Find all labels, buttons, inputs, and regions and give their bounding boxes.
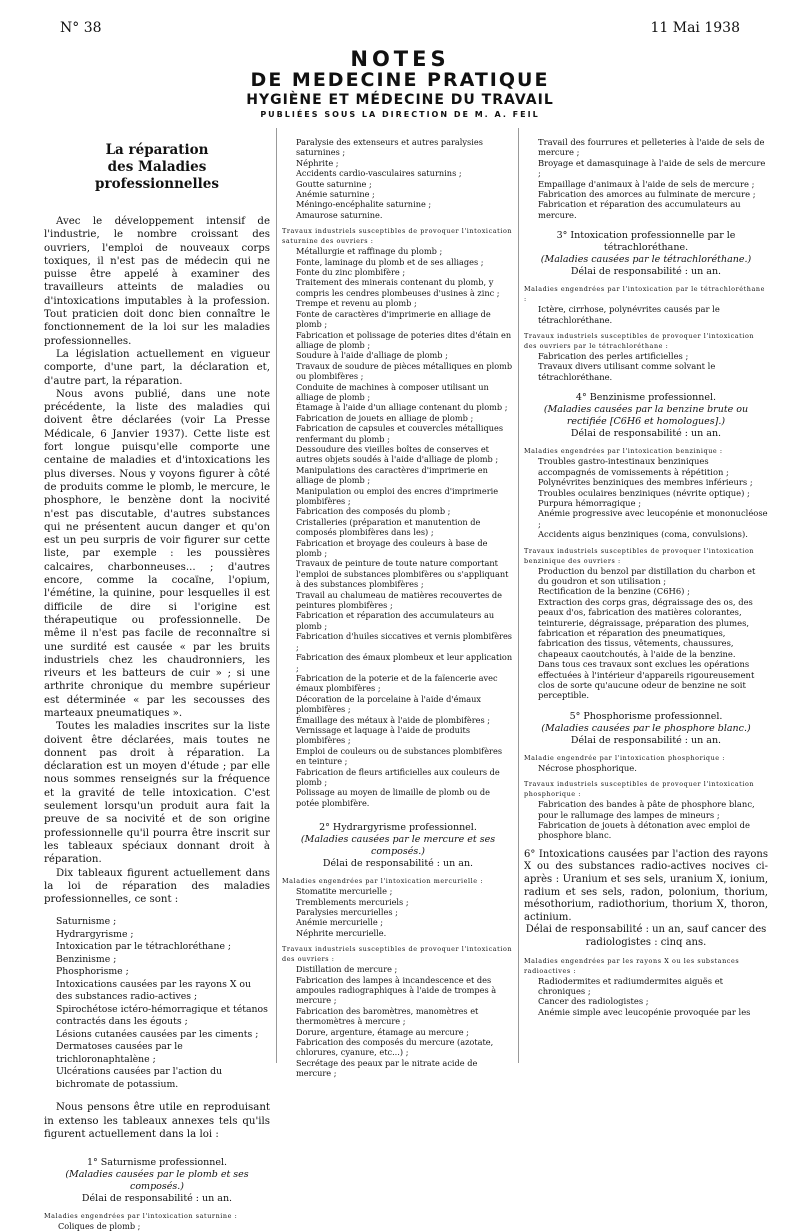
list-item: Méningo-encéphalite saturnine ; (296, 199, 432, 210)
list-item: Travaux de peinture de toute nature comportant l'emploi de substances plombifères ou s'appliquant à des substances plombifères ; (296, 558, 509, 590)
list-item: Paralysie des extenseurs et autres paralysies saturnines ; (296, 137, 483, 158)
paragraph: Avec le développement intensif de l'industrie, le nombre croissant des ouvriers, l'emploi de nouveaux corps toxiques, il n'est pas de médecin qui ne puisse être appelé à examiner des travailleurs atteints de maladies ou d'intoxications imputables à la profession. Tout praticien doit donc bien connaître le fonctionnement de la loi sur les maladies professionnelles. (44, 216, 270, 347)
list-item: Fabrication et réparation des accumulateurs au plomb ; (296, 610, 495, 631)
section-delay: Délai de responsabilité : un an. (322, 858, 474, 870)
list-item: Purpura hémorragique ; (538, 497, 642, 508)
item-list (524, 137, 768, 220)
column-rule-2 (518, 128, 519, 1063)
list-item: Goutte saturnine ; (296, 178, 372, 189)
section-subtitle: (Maladies causées par le plomb et ses composés.) (65, 1169, 249, 1193)
list-item: Fabrication de jouets en alliage de plomb ; (296, 412, 474, 423)
list-item: Troubles gastro-intestinaux benziniques accompagnés de vomissements à répétition ; (538, 456, 729, 477)
list-item: Fabrication des baromètres, manomètres et thermomètres à mercure ; (296, 1005, 479, 1027)
list-item: Décoration de la porcelaine à l'aide d'émaux plombifères ; (296, 693, 481, 715)
list-item: Accidents cardio-vasculaires saturnins ; (296, 168, 462, 179)
list-item: Fabrication des perles artificielles ; (538, 351, 689, 362)
item-list (282, 886, 514, 938)
article-title (44, 142, 270, 193)
list-item: Radiodermites et radiumdermites aiguës et chroniques ; (538, 975, 724, 996)
section-subtitle: (Maladies causées par le mercure et ses composés.) (300, 834, 496, 858)
list-item: Métallurgie et raffinage du plomb ; (296, 246, 443, 257)
item-list (282, 137, 514, 220)
list-item: Fabrication des lampes à incandescence et des ampoules radiographiques à l'aide de trompes à mercure ; (296, 974, 497, 1006)
list-item: Trempe et revenu au plomb ; (296, 298, 417, 309)
section-title: 6° Intoxications causées par l'action des rayons X ou des substances radio-actives nocives ci-après : Uranium et ses sels, uranium X, ionium, radium et ses sels, radon, polonium, thorium, mésothorium, radiothorium, thorium X, thoron, actinium. (524, 848, 768, 923)
list-item: Néphrite mercurielle. (296, 927, 387, 938)
section-heading: Maladies engendrées par l'intoxication mercurielle : (282, 877, 484, 886)
paragraph: La législation actuellement en vigueur comporte, d'une part, la déclaration et, d'autre part, la réparation. (44, 348, 270, 387)
section-heading: Maladie engendrée par l'intoxication phosphorique : (524, 753, 726, 762)
item-list (524, 763, 768, 773)
item-list (282, 246, 514, 808)
issue-date: 11 Mai 1938 (650, 20, 740, 36)
section-subtitle: (Maladies causées par le tétrachloréthane.) (540, 254, 752, 266)
item-list (524, 456, 768, 539)
list-item: Stomatite mercurielle ; (296, 886, 393, 897)
list-item: Anémie saturnine ; (296, 189, 375, 200)
section-heading: Maladies engendrées par les rayons X ou les substances radioactives : (524, 956, 740, 975)
list-item: Emploi de couleurs ou de substances plombifères en teinture ; (296, 745, 503, 767)
list-item: Manipulations des caractères d'imprimerie en alliage de plomb ; (296, 464, 488, 486)
section-heading: Travaux industriels susceptibles de provoquer l'intoxication des ouvriers : (282, 945, 513, 964)
list-item: Traitement des minerais contenant du plomb, y compris les cendres plombeuses d'usines à zinc ; (296, 277, 500, 298)
masthead-line2: DE MEDECINE PRATIQUE (250, 69, 550, 91)
list-item: Fonte du zinc plombifère ; (296, 267, 406, 278)
list-item: Secrétage des peaux par le nitrate acide de mercure ; (296, 1057, 478, 1079)
list-item: Benzinisme ; (56, 953, 117, 965)
paragraph: Nous pensons être utile en reproduisant in extenso les tableaux annexes tels qu'ils figurent actuellement dans la loi : (44, 1102, 270, 1141)
list-item: Fabrication et broyage des couleurs à base de plomb ; (296, 537, 488, 559)
list-item: Fabrication de capsules et couvercles métalliques renfermant du plomb ; (296, 423, 504, 444)
section-heading: Travaux industriels susceptibles de provoquer l'intoxication saturnine des ouvriers : (282, 227, 513, 246)
list-item: Ictère, cirrhose, polynévrites causés par le tétrachloréthane. (538, 304, 720, 325)
list-item: Anémie progressive avec leucopénie et mononucléose ; (538, 508, 768, 529)
section-heading: Travaux industriels susceptibles de provoquer l'intoxication des ouvriers par le tétrachloréthane : (524, 332, 755, 351)
section-heading: Maladies engendrées par l'intoxication par le tétrachloréthane : (524, 285, 765, 304)
list-item: Intoxications causées par les rayons X ou des substances radio-actives ; (56, 978, 252, 1003)
item-list (524, 799, 768, 841)
list-item: Cristalleries (préparation et manutention de composés plombifères dans les) ; (296, 516, 481, 538)
list-item: Dans tous ces travaux sont exclues les opérations effectuées à l'intérieur d'appareils rigoureusement clos de sorte qu'aucune odeur de benzine ne soit perceptible. (538, 659, 755, 701)
item-list (524, 351, 768, 382)
masthead-line4: PUBLIÉES SOUS LA DIRECTION DE M. A. FEIL (260, 110, 540, 119)
list-item: Étamage à l'aide d'un alliage contenant du plomb ; (296, 402, 508, 413)
list-item: Troubles oculaires benziniques (névrite optique) ; (538, 487, 750, 498)
list-item: Fonte, laminage du plomb et de ses alliages ; (296, 256, 484, 267)
list-item: Production du benzol par distillation du charbon et du goudron et son utilisation ; (538, 565, 756, 586)
list-item: Travaux de soudure de pièces métalliques en plomb ou plombifères ; (296, 360, 513, 382)
list-item: Anémie mercurielle ; (296, 917, 384, 928)
item-list (524, 304, 768, 325)
list-item: Fabrication des bandes à pâte de phosphore blanc, pour le rallumage des lampes de mineurs ; (538, 799, 755, 820)
list-item: Fabrication d'huiles siccatives et vernis plombifères ; (296, 631, 513, 652)
list-item: Travail au chalumeau de matières recouvertes de peintures plombifères ; (296, 589, 502, 611)
list-item: Émaillage des métaux à l'aide de plombifères ; (296, 714, 491, 725)
list-item: Soudure à l'aide d'alliage de plomb ; (296, 350, 448, 361)
section-subtitle: (Maladies causées par le phosphore blanc.) (541, 722, 751, 734)
column-2 (282, 137, 514, 1079)
list-item: Fabrication des émaux plombeux et leur application ; (296, 652, 513, 673)
list-item: Dessoudure des vieilles boîtes de conserves et autres objets soudés à l'aide d'alliage de plomb ; (296, 443, 499, 465)
section-title: 1° Saturnisme professionnel. (86, 1157, 228, 1169)
list-item: Fabrication et réparation des accumulateurs au mercure. (538, 199, 741, 220)
paragraph: Nous avons publié, dans une note précédente, la liste des maladies qui doivent être déclarées (voir La Presse Médicale, 6 Janvier 1937). Cette liste est fort longue puisqu'elle comporte une centaine de maladies et d'intoxications les plus diverses. Nous y voyons figurer à côté de produits comme le plomb, le mercure, le phosphore, le benzène dont la nocivité n'est pas discutable, d'autres substances qui ne présentent aucun danger et qu'on est un peu surpris de voir figurer sur cette liste, par exemple : les poussières calcaires, charbonneuses... ; d'autres encore, comme la cocaïne, l'opium, l'émétine, la quinine, pour lesquelles il est difficile de dire si l'origine est thérapeutique ou professionnelle. De même il n'est pas facile de reconnaître si une surdité est causée « par les bruits industriels chez les chaudronniers, les riveurs et les batteurs de cuir » ; si une arthrite chronique du membre supérieur est déterminée « par les secousses des marteaux pneumatiques ». (44, 388, 270, 719)
list-item: Amaurose saturnine. (296, 209, 383, 220)
list-item: Fabrication des amorces au fulminate de mercure ; (538, 189, 756, 200)
list-item: Fabrication de jouets à détonation avec emploi de phosphore blanc. (538, 820, 750, 841)
list-item: Polissage au moyen de limaille de plomb ou de potée plombifère. (296, 787, 490, 808)
column-3 (524, 137, 768, 1072)
list-item: Cancer des radiologistes ; (538, 996, 649, 1007)
list-item: Lésions cutanées causées par les ciments ; (56, 1028, 259, 1040)
list-item: Fabrication de la poterie et de la faïencerie avec émaux plombifères ; (296, 672, 498, 694)
table-list (44, 916, 270, 1091)
paragraph: Toutes les maladies inscrites sur la liste doivent être déclarées, mais toutes ne donnent pas droit à réparation. La déclaration est un moyen d'étude ; par elle nous sommes renseignés sur la fréquence et la gravité de telle intoxication. C'est seulement lorsqu'un produit aura fait la preuve de sa nocivité et de son origine professionnelle qu'il pourra être inscrit sur les tableaux spéciaux donnant droit à réparation. (44, 721, 270, 866)
paragraph: Dix tableaux figurent actuellement dans la loi de réparation des maladies professionnelles, ce sont : (44, 867, 270, 906)
section-title: 5° Phosphorisme professionnel. (569, 710, 723, 722)
section-heading: Maladies engendrées par l'intoxication saturnine : (44, 1212, 238, 1221)
list-item: Phosphorisme ; (56, 966, 129, 978)
column-rule-1 (276, 128, 277, 1063)
list-item: Ulcérations causées par l'action du bichromate de potassium. (56, 1066, 223, 1090)
issue-number: N° 38 (60, 20, 102, 36)
section-delay: Délai de responsabilité : un an. (570, 428, 722, 440)
list-item: Intoxication par le tétrachloréthane ; (56, 941, 232, 953)
list-item: Fabrication et polissage de poteries dites d'étain en alliage de plomb ; (296, 329, 512, 350)
section-heading: Maladies engendrées par l'intoxication benzinique : (524, 447, 723, 456)
item-list (282, 964, 514, 1078)
list-item: Spirochétose ictéro-hémorragique et tétanos contractés dans les égouts ; (56, 1003, 268, 1028)
section-title: 2° Hydrargyrisme professionnel. (319, 822, 477, 834)
list-item: Tremblements mercuriels ; (296, 896, 409, 907)
item-list (524, 976, 768, 1018)
item-list (524, 566, 768, 701)
article-title-line2: des Maladies professionnelles (95, 159, 219, 192)
list-item: Fonte de caractères d'imprimerie en alliage de plomb ; (296, 308, 491, 330)
list-item: Accidents aigus benziniques (coma, convulsions). (538, 529, 748, 540)
list-item: Saturnisme ; (56, 916, 117, 928)
list-item: Travail des fourrures et pelleteries à l'aide de sels de mercure ; (538, 137, 765, 158)
list-item: Polynévrites benziniques des membres inférieurs ; (538, 477, 753, 488)
list-item: Nécrose phosphorique. (538, 762, 637, 773)
list-item: Manipulation ou emploi des encres d'imprimerie plombifères ; (296, 485, 499, 506)
section-delay: Délai de responsabilité : un an. (570, 734, 722, 746)
masthead (0, 48, 800, 121)
list-item: Distillation de mercure ; (296, 964, 398, 975)
list-item: Extraction des corps gras, dégraissage des os, des peaux d'os, fabrication des matières colorantes, teinturerie, dégraissage, préparation des plumes, fabrication et réparation des pneumatiques, fabrication des tissus, vêtements, chaussures, chapeaux caoutchoutés, à l'aide de la benzine. (538, 596, 753, 659)
masthead-line3: HYGIÈNE ET MÉDECINE DU TRAVAIL (246, 92, 554, 108)
list-item: Vernissage et laquage à l'aide de produits plombifères ; (296, 724, 471, 746)
section-delay: Délai de responsabilité : un an, sauf cancer des radiologistes : cinq ans. (525, 924, 767, 948)
list-item: Néphrite ; (296, 157, 339, 168)
list-item: Anémie simple avec leucopénie provoquée par les (538, 1006, 751, 1017)
section-title: 3° Intoxication professionnelle par le tétrachloréthane. (556, 230, 736, 254)
list-item: Dermatoses causées par le trichloronaphtalène ; (56, 1041, 183, 1065)
masthead-line1: NOTES (350, 47, 450, 71)
list-item: Travaux divers utilisant comme solvant le tétrachloréthane. (538, 361, 716, 382)
list-item: Fabrication des composés du mercure (azotate, chlorures, cyanure, etc...) ; (296, 1037, 494, 1058)
section-title: 4° Benzinisme professionnel. (575, 392, 717, 404)
section-delay: Délai de responsabilité : un an. (570, 266, 722, 278)
list-item: Paralysies mercurielles ; (296, 907, 398, 917)
list-item: Broyage et damasquinage à l'aide de sels de mercure ; (538, 157, 766, 179)
list-item: Dorure, argenture, étamage au mercure ; (296, 1026, 469, 1037)
section-heading: Travaux industriels susceptibles de provoquer l'intoxication benzinique des ouvriers : (524, 546, 755, 565)
list-item: Fabrication des composés du plomb ; (296, 506, 451, 517)
article-title-line1: La réparation (105, 142, 209, 158)
section-subtitle: (Maladies causées par la benzine brute ou rectifiée [C6H6 et homologues].) (543, 404, 749, 428)
list-item: Conduite de machines à composer utilisant un alliage de plomb ; (296, 381, 489, 402)
section-delay: Délai de responsabilité : un an. (81, 1193, 233, 1205)
list-item: Coliques de plomb ; (58, 1221, 141, 1232)
list-item: Fabrication de fleurs artificielles aux couleurs de plomb ; (296, 766, 500, 787)
list-item: Hydrargyrisme ; (56, 928, 134, 940)
section-heading: Travaux industriels susceptibles de provoquer l'intoxication phosphorique : (524, 780, 755, 799)
list-item: Empaillage d'animaux à l'aide de sels de mercure ; (538, 178, 755, 189)
column-1 (44, 134, 270, 1232)
list-item: Rectification de la benzine (C6H6) ; (538, 586, 690, 597)
